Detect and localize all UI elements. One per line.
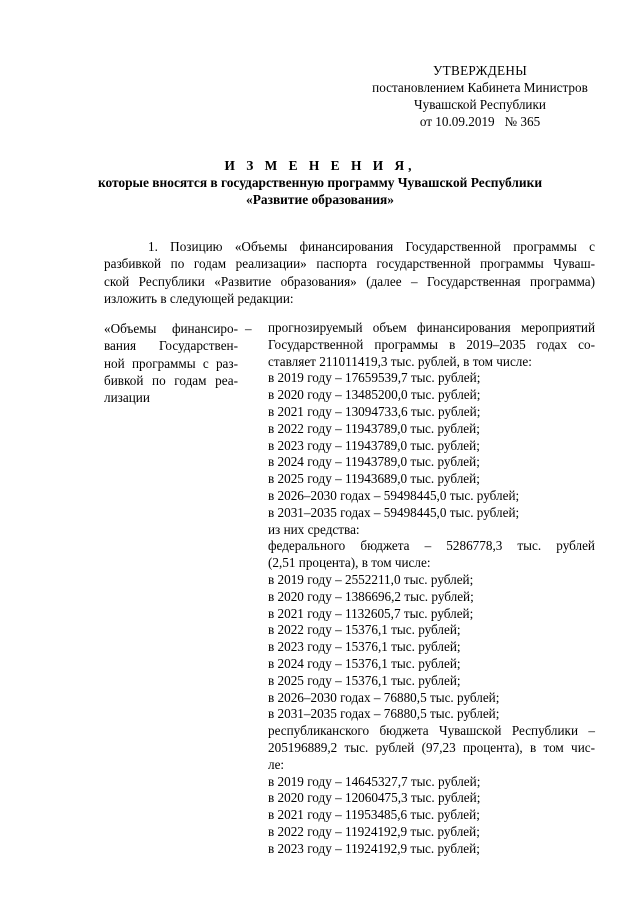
republic-year-line: в 2022 году – 11924192,9 тыс. рублей; — [268, 823, 480, 839]
financing-year-line: в 2026–2030 годах – 59498445,0 тыс. рублей; — [268, 487, 520, 503]
federal-year-line: в 2031–2035 годах – 76880,5 тыс. рублей; — [268, 706, 500, 722]
republic-year-line: в 2019 году – 14645327,7 тыс. рублей; — [268, 773, 481, 789]
financing-year-line: в 2031–2035 годах – 59498445,0 тыс. рублей; — [268, 504, 520, 520]
heading-line: которые вносятся в государственную программу Чувашской Республики — [97, 175, 543, 190]
financing-text — [268, 320, 595, 858]
federal-year-line: в 2023 году – 15376,1 тыс. рублей; — [268, 639, 461, 655]
financing-line: ставляет 211011419,3 тыс. рублей, в том числе: — [268, 353, 532, 369]
federal-year-line: в 2019 году – 2552211,0 тыс. рублей; — [268, 571, 474, 587]
intro-line: ской Республики «Развитие образования» (далее – Государственная программа) — [104, 273, 595, 289]
financing-line: прогнозируемый объем финансирования мероприятий — [268, 320, 595, 335]
financing-year-line: в 2023 году – 11943789,0 тыс. рублей; — [268, 437, 480, 453]
position-label-line: ной программы с раз- — [104, 355, 238, 371]
republic-year-line: в 2020 году – 12060475,3 тыс. рублей; — [268, 790, 481, 806]
position-label-line: вания Государствен- — [104, 338, 238, 354]
financing-year-line: в 2021 году – 13094733,6 тыс. рублей; — [268, 403, 481, 419]
federal-year-line: в 2025 году – 15376,1 тыс. рублей; — [268, 672, 461, 688]
heading-title: И З М Е Н Е Н И Я, — [224, 158, 416, 173]
republic-line: 205196889,2 тыс. рублей (97,23 процента), в том чис- — [268, 739, 595, 755]
position-label-line: лизации — [104, 390, 150, 406]
federal-year-line: в 2026–2030 годах – 76880,5 тыс. рублей; — [268, 689, 500, 705]
intro-paragraph — [104, 238, 595, 308]
republic-line: ле: — [268, 756, 285, 772]
financing-line: Государственной программы в 2019–2035 годах со- — [268, 336, 595, 352]
financing-year-line: в 2019 году – 17659539,7 тыс. рублей; — [268, 370, 481, 386]
approval-stamp — [360, 62, 600, 130]
position-label — [104, 320, 238, 406]
federal-line: федерального бюджета – 5286778,3 тыс. рублей — [268, 538, 595, 554]
federal-year-line: в 2022 году – 15376,1 тыс. рублей; — [268, 622, 461, 638]
approval-title: УТВЕРЖДЕНЫ — [432, 63, 527, 78]
intro-line: изложить в следующей редакции: — [104, 291, 294, 307]
federal-year-line: в 2020 году – 1386696,2 тыс. рублей; — [268, 588, 474, 604]
republic-year-line: в 2021 году – 11953485,6 тыс. рублей; — [268, 807, 480, 823]
federal-year-line: в 2021 году – 1132605,7 тыс. рублей; — [268, 605, 474, 621]
financing-line: из них средства: — [268, 521, 360, 537]
position-label-line: «Объемы финансиро- — [104, 321, 238, 336]
republic-year-line: в 2023 году – 11924192,9 тыс. рублей; — [268, 840, 480, 856]
heading-line: «Развитие образования» — [246, 192, 394, 207]
federal-line: (2,51 процента), в том числе: — [268, 555, 431, 571]
approval-date: от 10.09.2019 № 365 — [419, 114, 541, 129]
position-label-line: бивкой по годам реа- — [104, 372, 238, 388]
document-heading — [40, 157, 600, 208]
financing-year-line: в 2020 году – 13485200,0 тыс. рублей; — [268, 387, 481, 403]
intro-line: 1. Позицию «Объемы финансирования Государственной программы с — [148, 239, 595, 254]
federal-year-line: в 2024 году – 15376,1 тыс. рублей; — [268, 655, 461, 671]
approval-line: Чувашской Республики — [414, 97, 546, 112]
financing-year-line: в 2024 году – 11943789,0 тыс. рублей; — [268, 454, 480, 470]
approval-line: постановлением Кабинета Министров — [372, 80, 588, 95]
financing-year-line: в 2022 году – 11943789,0 тыс. рублей; — [268, 420, 480, 436]
financing-year-line: в 2025 году – 11943689,0 тыс. рублей; — [268, 471, 480, 487]
position-dash: – — [245, 321, 252, 336]
intro-line: разбивкой по годам реализации» паспорта государственной программы Чуваш- — [104, 256, 595, 272]
republic-line: республиканского бюджета Чувашской Республики – — [268, 723, 595, 739]
